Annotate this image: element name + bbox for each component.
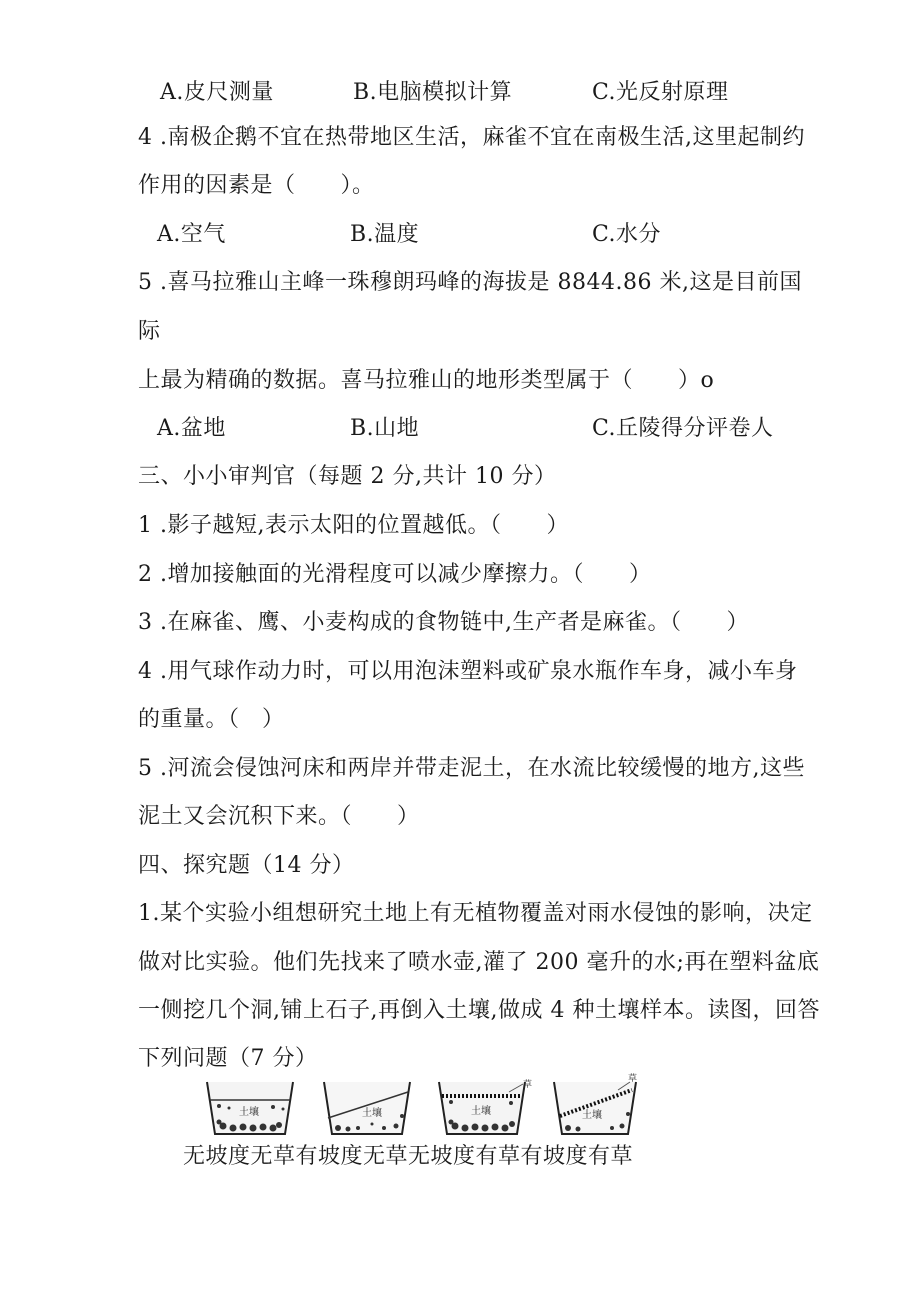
q3-option-b: B.电脑模拟计算 <box>353 80 513 105</box>
q3-option-a: A.皮尺测量 <box>160 80 274 105</box>
soil-label: 土壤 <box>471 1106 491 1117</box>
section4-line-3: 一侧挖几个洞,铺上石子,再倒入土壤,做成 4 种土壤样本。读图，回答 <box>138 998 820 1023</box>
soil-label: 土壤 <box>582 1110 602 1121</box>
section4-line-1: 1.某个实验小组想研究土地上有无植物覆盖对雨水侵蚀的影响，决定 <box>138 901 813 926</box>
section3-item-2: 2 .增加接触面的光滑程度可以减少摩擦力。（ ） <box>138 562 652 587</box>
pot-slope-grass <box>552 1072 642 1138</box>
grass-label: 草 <box>628 1074 638 1084</box>
q4-option-b: B.温度 <box>350 222 420 247</box>
q3-option-c: C.光反射原理 <box>592 80 729 105</box>
section3-item-5: 5 .河流会侵蚀河床和两岸并带走泥土，在水流比较缓慢的地方,这些 <box>138 756 805 781</box>
pot-slope-no-grass <box>322 1078 412 1138</box>
section4-line-2: 做对比实验。他们先找来了喷水壶,灌了 200 毫升的水;再在塑料盆底 <box>138 950 820 975</box>
section3-item-1: 1 .影子越短,表示太阳的位置越低。（ ） <box>138 513 569 538</box>
section3-item-4-cont: 的重量。（ ） <box>138 707 285 732</box>
q5-line2: 际 <box>138 319 161 344</box>
section3-item-3: 3 .在麻雀、鹰、小麦构成的食物链中,生产者是麻雀。（ ） <box>138 610 749 635</box>
pot-flat-grass <box>437 1076 537 1138</box>
section4-title: 四、探究题（14 分） <box>138 853 355 878</box>
q5-option-a: A.盆地 <box>157 416 226 441</box>
section3-item-5-cont: 泥土又会沉积下来。（ ） <box>138 804 420 829</box>
q5-option-b: B.山地 <box>350 416 420 441</box>
section3-title: 三、小小审判官（每题 2 分,共计 10 分） <box>138 464 557 489</box>
section4-line-4: 下列问题（7 分） <box>138 1046 318 1071</box>
q4-line1: 4 .南极企鹅不宜在热带地区生活，麻雀不宜在南极生活,这里起制约 <box>138 125 805 150</box>
soil-label: 土壤 <box>362 1108 382 1119</box>
soil-label: 土壤 <box>239 1107 259 1118</box>
grass-label: 草 <box>523 1080 533 1090</box>
q4-option-a: A.空气 <box>157 222 226 247</box>
q5-option-c: C.丘陵得分评卷人 <box>592 416 774 441</box>
figure-caption: 无坡度无草有坡度无草无坡度有草有坡度有草 <box>183 1144 634 1169</box>
q4-line2: 作用的因素是（ ）。 <box>138 173 375 198</box>
q5-line3: 上最为精确的数据。喜马拉雅山的地形类型属于（ ）o <box>138 368 715 393</box>
pot-flat-no-grass <box>205 1078 295 1138</box>
q5-line1: 5 .喜马拉雅山主峰一珠穆朗玛峰的海拔是 8844.86 米,这是目前国 <box>138 270 802 295</box>
section3-item-4: 4 .用气球作动力时，可以用泡沫塑料或矿泉水瓶作车身，减小车身 <box>138 659 798 684</box>
q4-option-c: C.水分 <box>592 222 662 247</box>
